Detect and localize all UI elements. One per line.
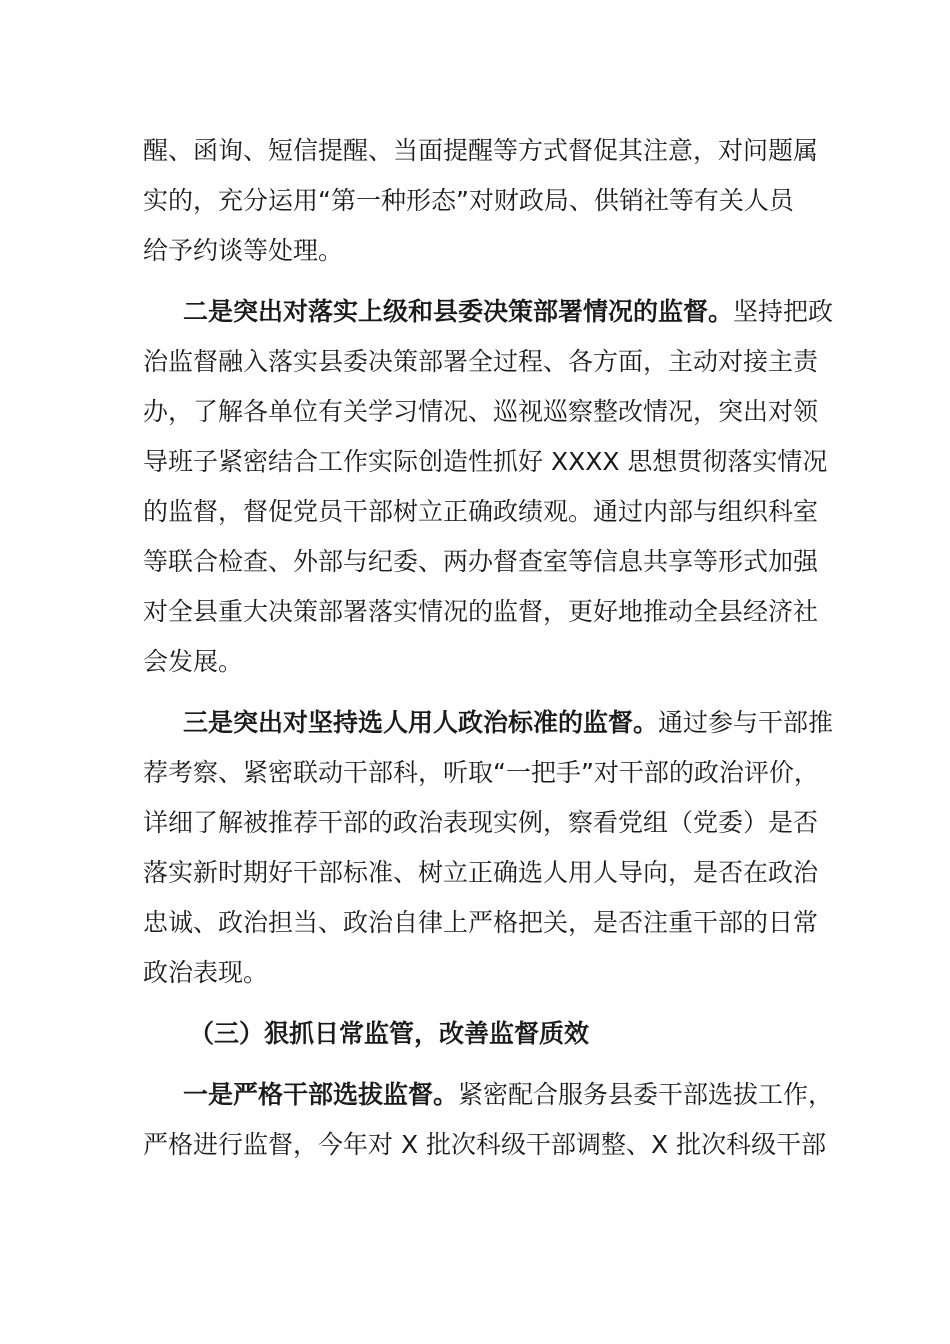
- text-line: 荐考察、紧密联动干部科，听取“一把手”对干部的政治评价，: [143, 758, 819, 787]
- text-line-first: [143, 287, 834, 337]
- text-line: 治监督融入落实县委决策部署全过程、各方面，主动对接主责: [143, 347, 819, 376]
- text-line: 的监督，督促党员干部树立正确政绩观。通过内部与组织科室: [143, 497, 819, 526]
- text-line: 落实新时期好干部标准、树立正确选人用人导向，是否在政治: [143, 858, 819, 887]
- text-line: 导班子紧密结合工作实际创造性抓好 XXXX 思想贯彻落实情况: [143, 447, 828, 476]
- text-line: 等联合检查、外部与纪委、两办督查室等信息共享等形式加强: [143, 547, 819, 576]
- text-line: 详细了解被推荐干部的政治表现实例，察看党组（党委）是否: [143, 808, 819, 837]
- paragraph-lead: 三是突出对坚持选人用人政治标准的监督。: [183, 708, 659, 737]
- paragraph-cadre-selection: [143, 1070, 834, 1170]
- text-line: 忠诚、政治担当、政治自律上严格把关，是否注重干部的日常: [143, 908, 819, 937]
- paragraph-lead: 一是严格干部选拔监督。: [183, 1080, 459, 1109]
- section-heading: [143, 1009, 809, 1059]
- text-line: 实的，充分运用“第一种形态”对财政局、供销社等有关人员: [143, 186, 794, 215]
- paragraph-selection-standards: [143, 698, 834, 998]
- text-line: 严格进行监督，今年对 X 批次科级干部调整、X 批次科级干部: [143, 1130, 827, 1159]
- text-line: 会发展。: [143, 647, 244, 676]
- paragraph-decision-supervision: [143, 287, 834, 687]
- paragraph-lead: 二是突出对落实上级和县委决策部署情况的监督。: [183, 297, 734, 326]
- text-line: 醒、函询、短信提醒、当面提醒等方式督促其注意，对问题属: [143, 136, 819, 165]
- document-page: [143, 126, 834, 1181]
- paragraph-first-rest: 紧密配合服务县委干部选拔工作，: [458, 1080, 834, 1109]
- text-line: 对全县重大决策部署落实情况的监督，更好地推动全县经济社: [143, 597, 819, 626]
- text-line: 办，了解各单位有关学习情况、巡视巡察整改情况，突出对领: [143, 397, 819, 426]
- paragraph-first-rest: 坚持把政: [733, 297, 834, 326]
- paragraph-first-rest: 通过参与干部推: [658, 708, 834, 737]
- paragraph-continuation: [143, 126, 819, 276]
- text-line-first: [143, 698, 834, 748]
- text-line-first: [143, 1070, 834, 1120]
- section-heading-text: （三）狠抓日常监管，改善监督质效: [189, 1019, 590, 1048]
- text-line: 给予约谈等处理。: [143, 236, 344, 265]
- text-line: 政治表现。: [143, 958, 269, 987]
